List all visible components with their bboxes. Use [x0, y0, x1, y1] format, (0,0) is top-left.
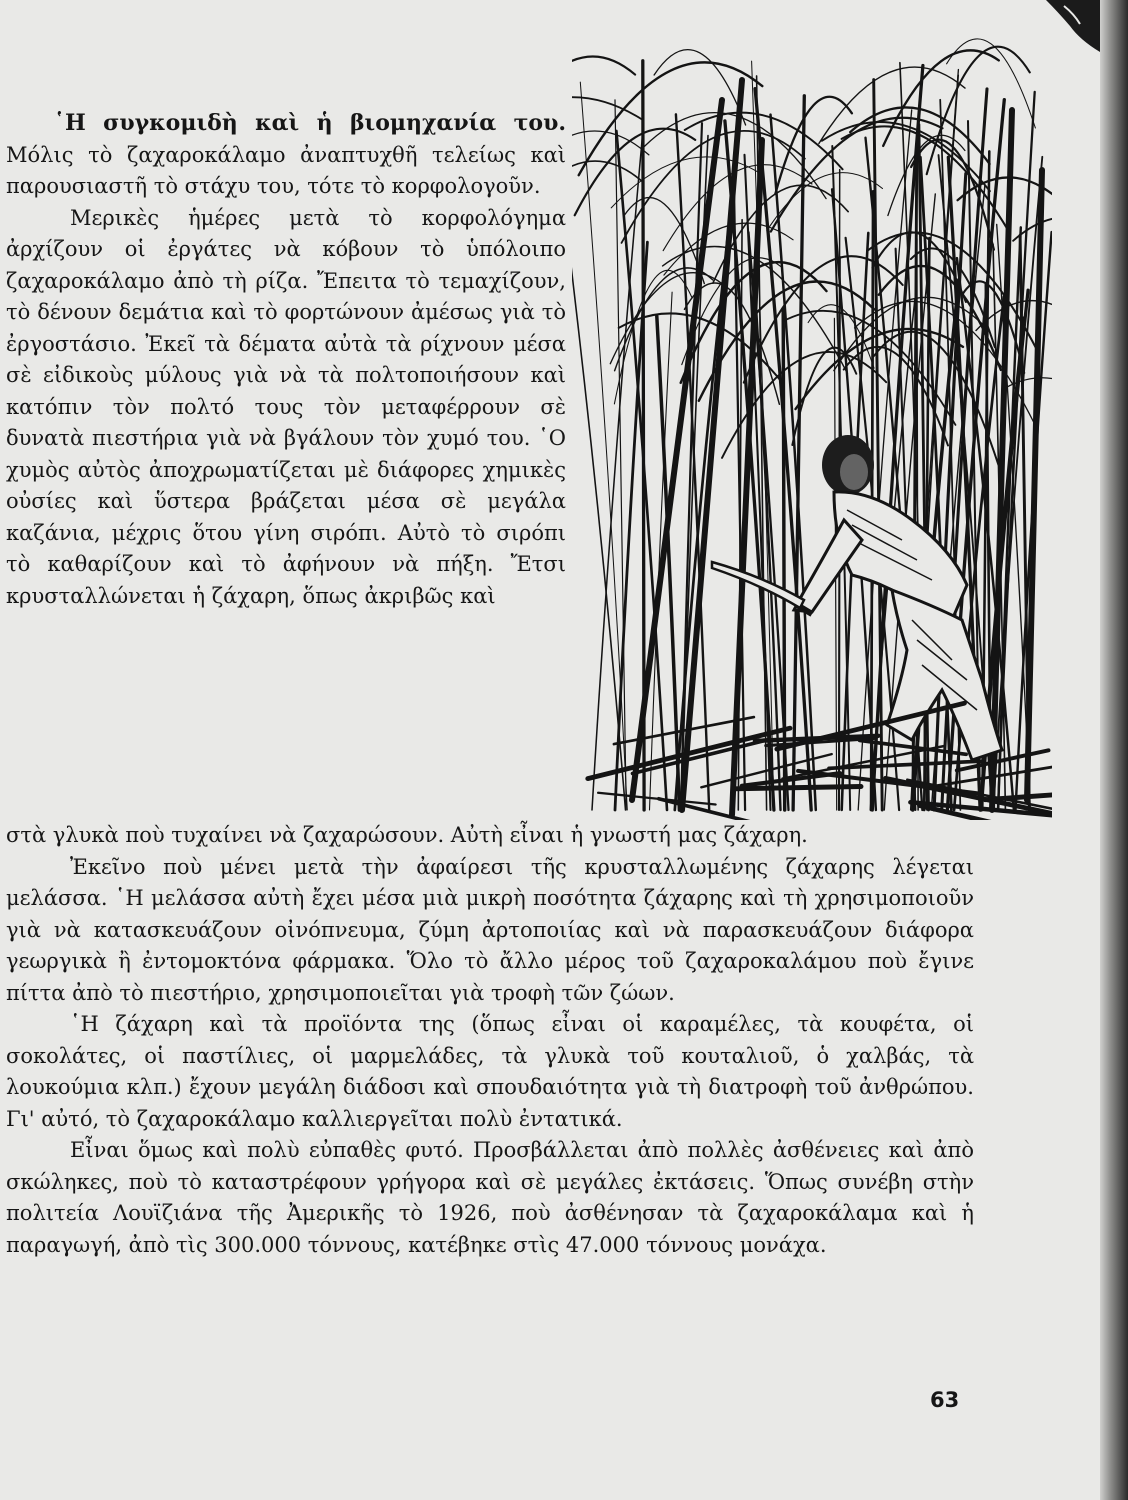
section-heading-paragraph — [6, 108, 566, 203]
section-heading: ῾Η συγκομιδὴ καὶ ἡ βιομηχανία του. — [54, 110, 566, 136]
paragraph-2: Μερικὲς ἡμέρες μετὰ τὸ κορφολόγημα ἀρχίζουν οἱ ἐργάτες νὰ κόβουν τὸ ὑπόλοιπο ζαχαροκάλαμο ἀπὸ τὴ ρίζα. Ἔπειτα τὸ τεμαχίζουν, τὸ δένουν δεμάτια καὶ τὸ φορτώνουν ἀμέσως γιὰ τὸ ἐργοστάσιο. Ἐκεῖ τὰ δέματα αὐτὰ τὰ ρίχνουν μέσα σὲ εἰδικοὺς μύλους γιὰ νὰ τὰ πολτοποιήσουν καὶ κατόπιν τὸν πολτό τους τὸν μεταφέρρουν σὲ δυνατὰ πιεστήρια γιὰ νὰ βγάλουν τὸν χυμό του. ῾Ο χυμὸς αὐτὸς ἀποχρωματίζεται μὲ διάφορες χημικὲς οὐσίες καὶ ὕστερα βράζεται μέσα σὲ μεγάλα καζάνια, μέχρις ὅτου γίνη σιρόπι. Αὐτὸ τὸ σιρόπι τὸ καθαρίζουν καὶ τὸ ἀφήνουν νὰ πήξη. Ἔτσι κρυσταλλώνεται ἡ ζάχαρη, ὅπως ἀκριβῶς καὶ — [6, 205, 566, 608]
cut-cane — [734, 787, 861, 789]
text-column — [6, 108, 566, 612]
torn-corner-mark — [1040, 0, 1100, 52]
cane-stalk-foreground — [632, 100, 722, 800]
sugarcane-harvest-illustration — [572, 20, 1052, 820]
cane-leaf — [767, 173, 883, 231]
cane-leaf — [819, 67, 965, 143]
cut-cane — [633, 739, 770, 773]
text-full-width — [6, 820, 974, 1261]
page-edge-shadow — [1100, 0, 1128, 1500]
cane-stalk — [572, 220, 626, 810]
cane-leaf — [611, 157, 761, 208]
paragraph-2-continued: στὰ γλυκὰ ποὺ τυχαίνει νὰ ζαχαρώσουν. Αὐτὴ εἶναι ἡ γνωστή μας ζάχαρη. — [6, 823, 808, 847]
page-number: 63 — [930, 1388, 960, 1412]
cane-stalk-foreground — [1027, 170, 1042, 800]
cane-leaf — [572, 161, 643, 255]
paragraph-3: Ἐκεῖνο ποὺ μένει μετὰ τὴν ἀφαίρεσι τῆς κρυσταλλωμένης ζάχαρης λέγεται μελάσσα. ῾Η μελάσσα αὐτὴ ἔχει μέσα μιὰ μικρὴ ποσότητα ζάχαρης καὶ τὴ χρησιμοποιοῦν γιὰ νὰ κατασκευάζουν οἰνόπνευμα, ζύμη ἀρτοποιίας καὶ νὰ παρασκευάζουν διάφορα γεωργικὰ ἢ ἐντομοκτόνα φάρμακα. Ὅλο τὸ ἄλλο μέρος τοῦ ζαχαροκαλάμου ποὺ ἔγινε πίττα ἀπὸ τὸ πιεστήριο, χρησιμοποιεῖται γιὰ τροφὴ τῶν ζώων. — [6, 854, 974, 1005]
paragraph-4: ῾Η ζάχαρη καὶ τὰ προϊόντα της (ὅπως εἶναι οἱ καραμέλες, τὰ κουφέτα, οἱ σοκολάτες, οἱ παστίλιες, οἱ μαρμελάδες, τὰ γλυκὰ τοῦ κουταλιοῦ, ὁ χαλβάς, τὰ λουκούμια κλπ.) ἔχουν μεγάλη διάδοσι καὶ σπουδαιότητα γιὰ τὴ διατροφὴ τοῦ ἀνθρώπου. Γι' αὐτό, τὸ ζαχαροκάλαμο καλλιεργεῖται πολὺ ἐντατικά. — [6, 1012, 974, 1131]
paragraph-5: Εἶναι ὅμως καὶ πολὺ εὐπαθὲς φυτό. Προσβάλλεται ἀπὸ πολλὲς ἀσθένειες καὶ ἀπὸ σκώληκες, ποὺ τὸ καταστρέφουν γρήγορα καὶ σὲ μεγάλες ἐκτάσεις. Ὅπως συνέβη στὴν πολιτεία Λουϊζιάνα τῆς Ἀμερικῆς τὸ 1926, ποὺ ἀσθένησαν τὰ ζαχαροκάλαμα καὶ ἡ παραγωγή, ἀπὸ τὶς 300.000 τόννους, κατέβηκε στὶς 47.000 τόννους μονάχα. — [6, 1138, 974, 1257]
cane-leaf — [572, 56, 635, 169]
paragraph-1: Μόλις τὸ ζαχαροκάλαμο ἀναπτυχθῆ τελείως καὶ παρουσιαστῆ τὸ στάχυ του, τότε τὸ κορφολογοῦν. — [6, 142, 566, 198]
cane-leaf — [610, 273, 725, 364]
